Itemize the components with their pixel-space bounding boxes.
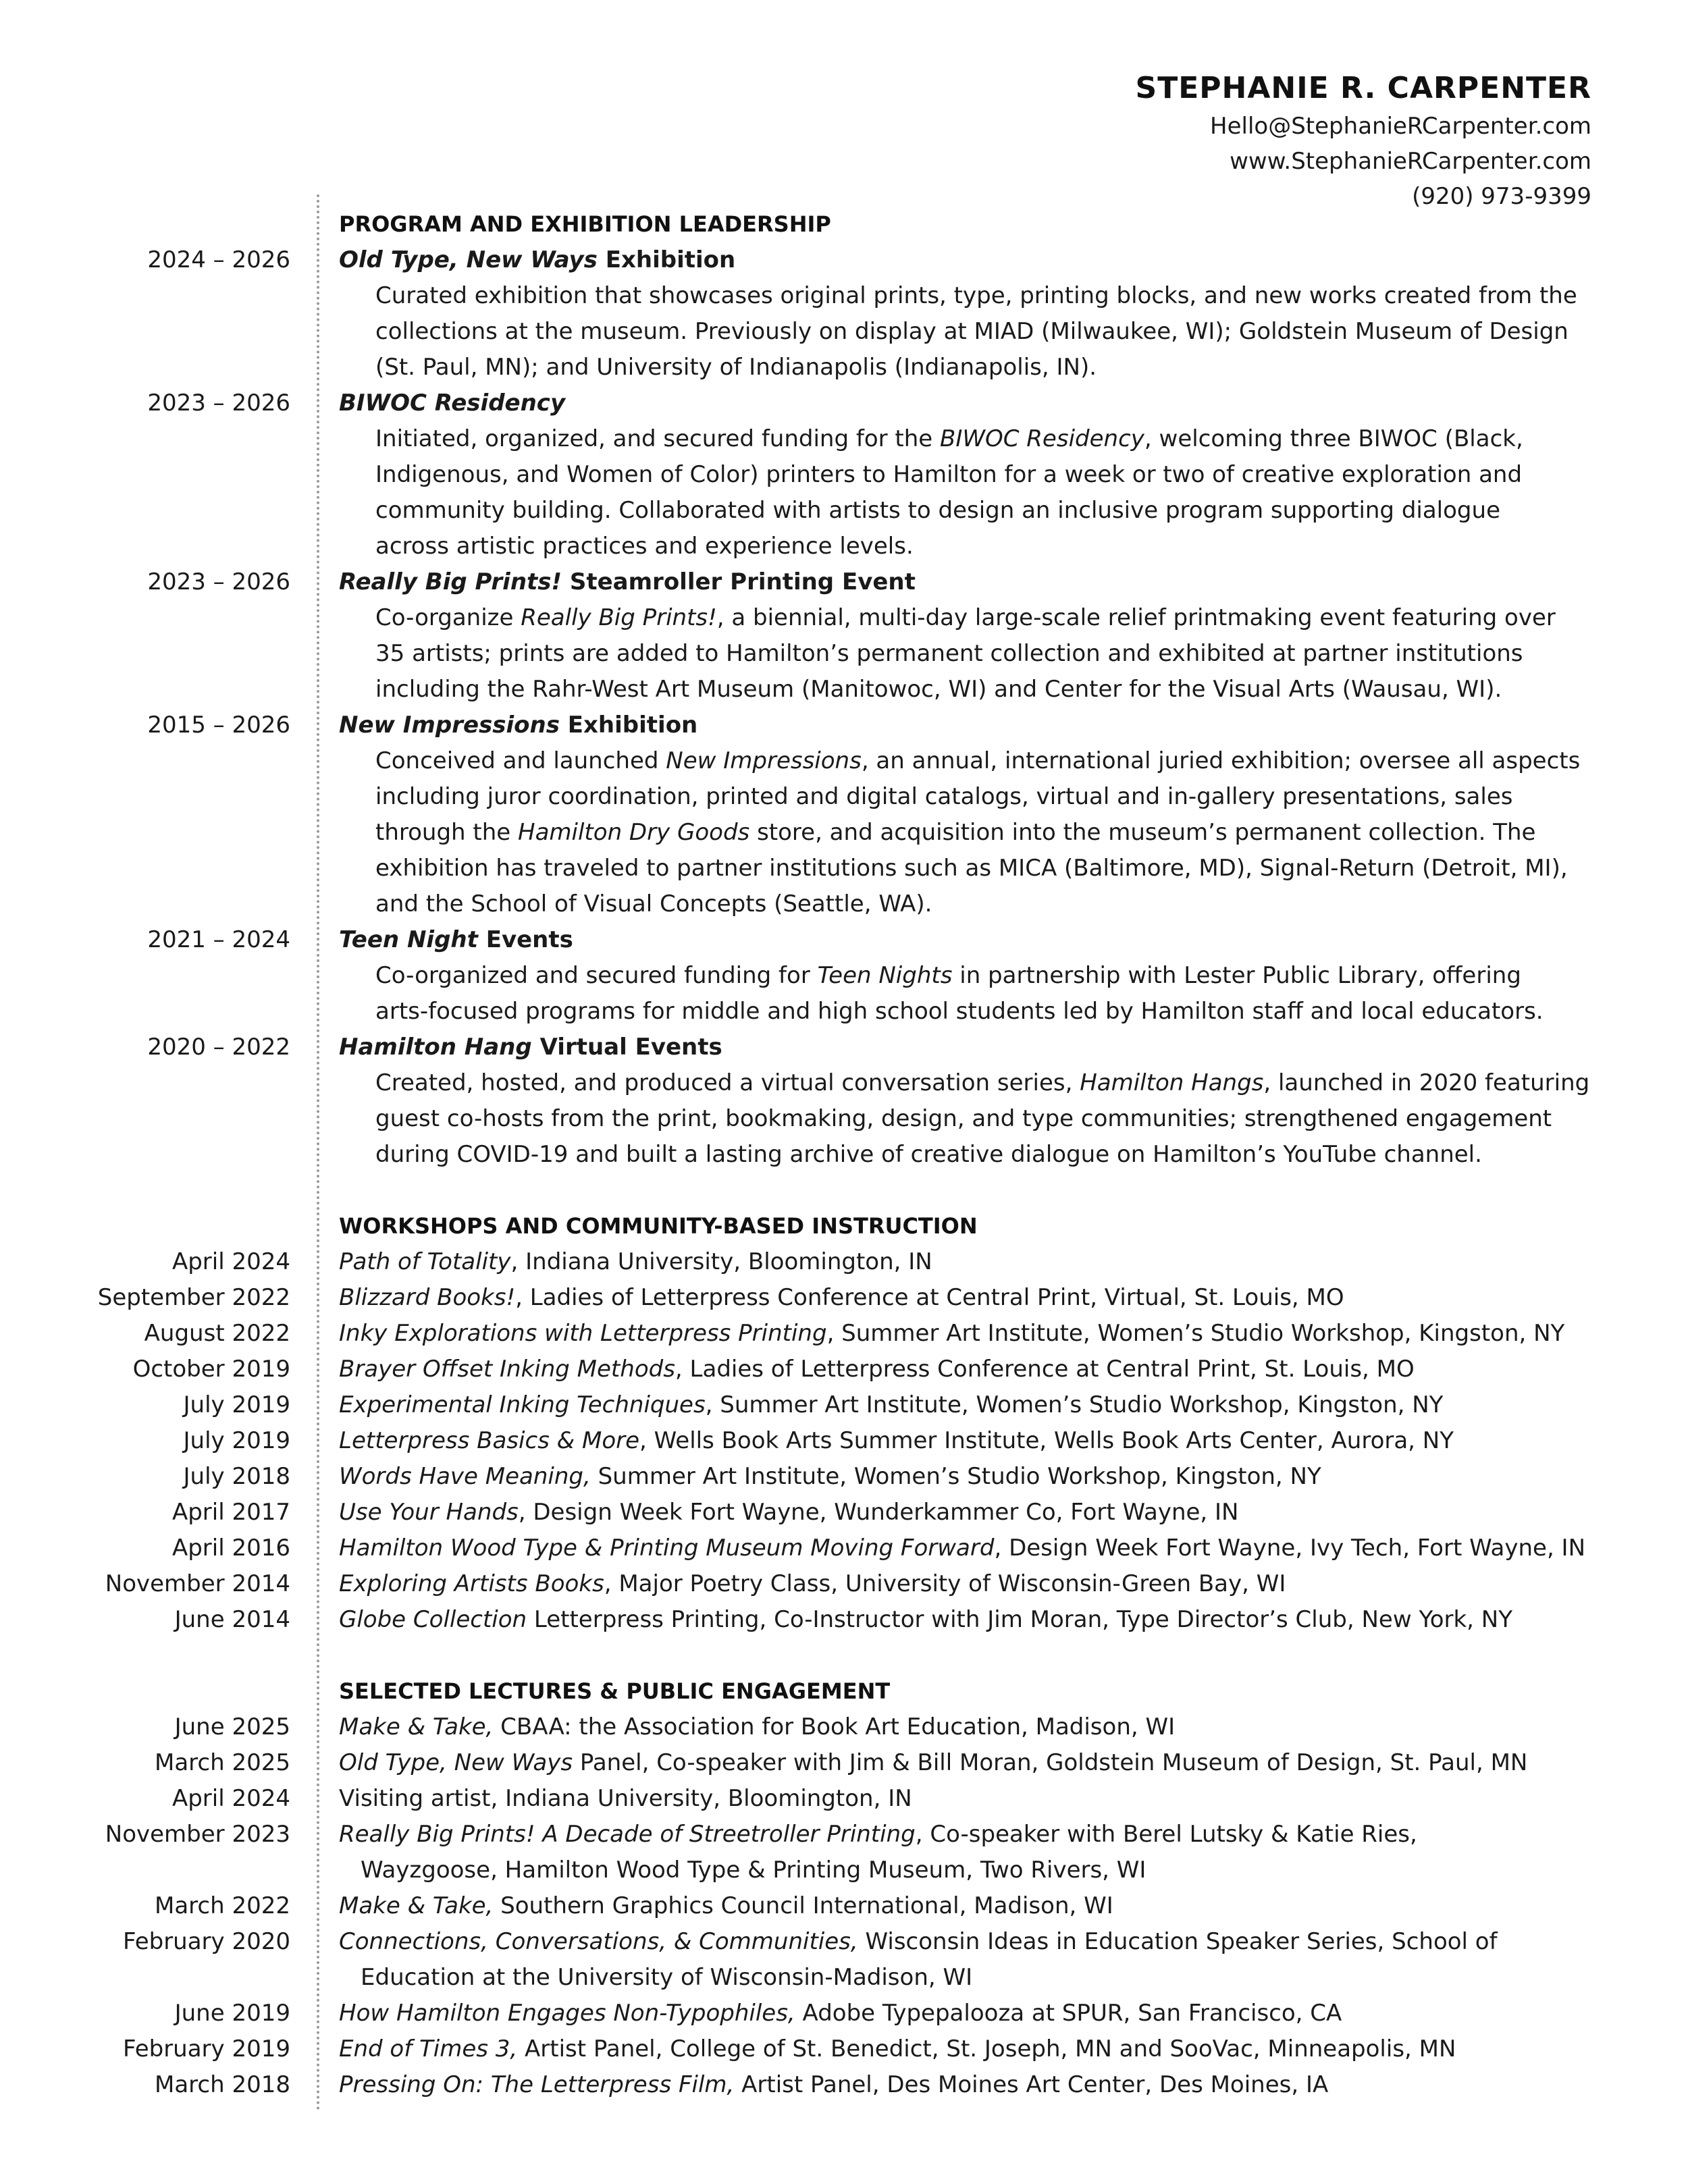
entry-details: Panel, Co-speaker with Jim & Bill Moran, Goldstein Museum of Design, St. Paul, MN xyxy=(573,1749,1528,1776)
entry-description-line xyxy=(375,1101,1593,1137)
entry-italic-title: End of Times 3, xyxy=(339,2035,518,2062)
entry-description-line xyxy=(375,994,1593,1030)
lecture-entry xyxy=(0,1996,1593,2031)
entry-description-line xyxy=(375,529,1593,564)
entry-description-line xyxy=(375,278,1593,314)
lecture-entry xyxy=(0,1781,1593,1817)
entry-details: , Summer Art Institute, Women’s Studio Workshop, Kingston, NY xyxy=(705,1391,1444,1418)
entry-date: 2021 – 2024 xyxy=(147,926,290,953)
description-text: Curated exhibition that showcases original prints, type, printing blocks, and new works created from the xyxy=(375,282,1577,309)
description-text: Created, hosted, and produced a virtual conversation series, xyxy=(375,1069,1080,1096)
entry-text xyxy=(339,1316,1593,1352)
entry-continuation: Wayzgoose, Hamilton Wood Type & Printing Museum, Two Rivers, WI xyxy=(361,1857,1146,1884)
entry-title xyxy=(339,564,1593,600)
lecture-entry xyxy=(0,1817,1593,1888)
entry-text xyxy=(339,1709,1593,1745)
entry-date: April 2024 xyxy=(172,1248,290,1275)
entry-italic-title: Blizzard Books! xyxy=(339,1284,516,1311)
description-text: community building. Collaborated with artists to design an inclusive program supporting dialogue xyxy=(375,497,1500,524)
entry-description-line xyxy=(375,779,1593,815)
entry-text xyxy=(339,1817,1593,1888)
description-text: store, and acquisition into the museum’s permanent collection. The xyxy=(749,819,1536,846)
entry-description-line xyxy=(375,421,1593,457)
description-text: including juror coordination, printed and digital catalogs, virtual and in-gallery presentations, sales xyxy=(375,783,1513,810)
lecture-entry xyxy=(0,2031,1593,2067)
entry-details: Summer Art Institute, Women’s Studio Workshop, Kingston, NY xyxy=(590,1463,1321,1490)
workshop-entry xyxy=(0,1387,1593,1423)
entry-date: April 2024 xyxy=(172,1785,290,1812)
entry-title-rest: Events xyxy=(477,926,573,953)
entry-italic-title: Make & Take, xyxy=(339,1713,494,1740)
entry-details: , Wells Book Arts Summer Institute, Wells Book Arts Center, Aurora, NY xyxy=(639,1427,1454,1454)
entry-italic-title: Brayer Offset Inking Methods xyxy=(339,1356,675,1383)
description-italic-text: Hamilton Hangs xyxy=(1080,1069,1264,1096)
entry-date: March 2022 xyxy=(155,1892,290,1919)
entry-text xyxy=(339,1387,1593,1423)
description-text: in partnership with Lester Public Library, offering xyxy=(952,962,1521,989)
entry-date: September 2022 xyxy=(97,1284,290,1311)
lecture-entry xyxy=(0,1709,1593,1745)
program-entry xyxy=(0,922,1593,1030)
description-text: , welcoming three BIWOC (Black, xyxy=(1144,425,1523,452)
entry-description-line xyxy=(375,958,1593,994)
entry-title-italic: Teen Night xyxy=(339,926,478,953)
entry-title xyxy=(339,708,1593,743)
entry-description-line xyxy=(375,815,1593,851)
entry-date: July 2019 xyxy=(183,1427,290,1454)
entry-description-line xyxy=(375,457,1593,493)
entry-italic-title: Really Big Prints! A Decade of Streetroller Printing xyxy=(339,1821,916,1848)
resume-header xyxy=(1136,68,1592,214)
program-entry xyxy=(0,242,1593,385)
entry-details: , Ladies of Letterpress Conference at Central Print, St. Louis, MO xyxy=(675,1356,1415,1383)
entry-text xyxy=(339,1924,1593,1996)
person-name: STEPHANIE R. CARPENTER xyxy=(1135,71,1591,105)
entry-date: June 2014 xyxy=(174,1606,290,1633)
entry-description-line xyxy=(375,314,1593,350)
entry-text xyxy=(339,2067,1593,2103)
entry-italic-title: Old Type, New Ways xyxy=(339,1749,573,1776)
entry-details: , Major Poetry Class, University of Wisconsin-Green Bay, WI xyxy=(604,1570,1286,1597)
entry-date: March 2025 xyxy=(155,1749,290,1776)
workshop-entry xyxy=(0,1244,1593,1280)
entry-date: June 2019 xyxy=(174,2000,290,2027)
entry-text xyxy=(339,1888,1593,1924)
entry-text xyxy=(339,1781,1593,1817)
entry-italic-title: Exploring Artists Books xyxy=(339,1570,604,1597)
section-heading-workshops: WORKSHOPS AND COMMUNITY-BASED INSTRUCTION xyxy=(339,1213,978,1239)
entry-description-line xyxy=(375,493,1593,529)
entry-date: 2020 – 2022 xyxy=(147,1034,290,1061)
entry-details: Visiting artist, Indiana University, Bloomington, IN xyxy=(339,1785,912,1812)
entry-title-italic: Old Type, New Ways xyxy=(339,246,598,273)
entry-date: July 2019 xyxy=(183,1391,290,1418)
workshop-entry xyxy=(0,1602,1593,1638)
description-text: through the xyxy=(375,819,519,846)
entry-title-italic: Hamilton Hang xyxy=(339,1034,532,1061)
entry-details: Wisconsin Ideas in Education Speaker Series, School of xyxy=(858,1928,1498,1955)
workshop-entry xyxy=(0,1352,1593,1387)
workshop-entry xyxy=(0,1423,1593,1459)
entry-italic-title: Connections, Conversations, & Communities, xyxy=(339,1928,858,1955)
workshops-section xyxy=(0,1208,1593,1638)
entry-italic-title: Pressing On: The Letterpress Film, xyxy=(339,2071,735,2098)
entry-description-line xyxy=(375,743,1593,779)
lecture-entry xyxy=(0,2067,1593,2103)
description-text: (St. Paul, MN); and University of Indianapolis (Indianapolis, IN). xyxy=(375,354,1097,381)
entry-details: Artist Panel, Des Moines Art Center, Des Moines, IA xyxy=(734,2071,1329,2098)
description-italic-text: Teen Nights xyxy=(817,962,953,989)
entry-date: 2023 – 2026 xyxy=(147,568,290,595)
description-text: and the School of Visual Concepts (Seattle, WA). xyxy=(375,890,932,917)
description-italic-text: BIWOC Residency xyxy=(940,425,1144,452)
description-text: , a biennial, multi-day large-scale relief printmaking event featuring over xyxy=(716,604,1556,631)
lecture-entry xyxy=(0,1924,1593,1996)
workshop-entry xyxy=(0,1495,1593,1530)
entry-description-line xyxy=(375,636,1593,672)
entry-text xyxy=(339,1996,1593,2031)
entry-details: , Design Week Fort Wayne, Ivy Tech, Fort Wayne, IN xyxy=(994,1535,1586,1562)
description-text: including the Rahr-West Art Museum (Manitowoc, WI) and Center for the Visual Arts (Wausau, WI). xyxy=(375,676,1502,703)
description-text: during COVID-19 and built a lasting archive of creative dialogue on Hamilton’s YouTube channel. xyxy=(375,1141,1482,1168)
entry-italic-title: Path of Totality xyxy=(339,1248,511,1275)
entry-text xyxy=(339,1602,1593,1638)
phone-number: (920) 973-9399 xyxy=(1412,183,1591,210)
entry-title-rest: Exhibition xyxy=(597,246,736,273)
entry-italic-title: Letterpress Basics & More xyxy=(339,1427,640,1454)
description-text: arts-focused programs for middle and high school students led by Hamilton staff and local educators. xyxy=(375,998,1544,1025)
entry-text xyxy=(339,1530,1593,1566)
description-italic-text: Really Big Prints! xyxy=(521,604,717,631)
entry-title-rest: Exhibition xyxy=(559,712,698,739)
entry-title xyxy=(339,385,1593,421)
program-entry xyxy=(0,708,1593,922)
entry-details: CBAA: the Association for Book Art Education, Madison, WI xyxy=(493,1713,1176,1740)
entry-description-line xyxy=(375,672,1593,708)
entry-date: 2015 – 2026 xyxy=(147,712,290,739)
workshop-entry xyxy=(0,1530,1593,1566)
entry-details: , Co-speaker with Berel Lutsky & Katie Ries, xyxy=(915,1821,1417,1848)
program-entry xyxy=(0,564,1593,708)
entry-description-line xyxy=(375,600,1593,636)
entry-description-line xyxy=(375,851,1593,886)
resume-body xyxy=(0,207,1593,2139)
entry-date: April 2017 xyxy=(172,1499,290,1526)
entry-text xyxy=(339,1352,1593,1387)
entry-text xyxy=(339,1745,1593,1781)
entry-date: March 2018 xyxy=(155,2071,290,2098)
entry-description-line xyxy=(375,1065,1593,1101)
entry-details: , Design Week Fort Wayne, Wunderkammer Co, Fort Wayne, IN xyxy=(518,1499,1239,1526)
description-text: 35 artists; prints are added to Hamilton’s permanent collection and exhibited at partner institutions xyxy=(375,640,1523,667)
description-text: Co-organize xyxy=(375,604,521,631)
lectures-section xyxy=(0,1674,1593,2103)
entry-date: February 2019 xyxy=(123,2035,290,2062)
website-url: www.StephanieRCarpenter.com xyxy=(1230,148,1591,175)
description-text: , launched in 2020 featuring xyxy=(1263,1069,1590,1096)
entry-details: , Ladies of Letterpress Conference at Central Print, Virtual, St. Louis, MO xyxy=(515,1284,1344,1311)
entry-details: , Indiana University, Bloomington, IN xyxy=(510,1248,932,1275)
entry-date: October 2019 xyxy=(132,1356,290,1383)
entry-text xyxy=(339,1566,1593,1602)
entry-date: June 2025 xyxy=(174,1713,290,1740)
entry-date: 2023 – 2026 xyxy=(147,390,290,417)
program-entries xyxy=(0,242,1593,1173)
section-heading-program: PROGRAM AND EXHIBITION LEADERSHIP xyxy=(339,211,831,237)
workshop-entry xyxy=(0,1566,1593,1602)
entry-date: November 2023 xyxy=(105,1821,290,1848)
entry-italic-title: Inky Explorations with Letterpress Printing xyxy=(339,1320,827,1347)
entry-title-rest: Steamroller Printing Event xyxy=(562,568,916,595)
description-text: across artistic practices and experience levels. xyxy=(375,533,914,560)
entry-continuation: Education at the University of Wisconsin-Madison, WI xyxy=(361,1964,973,1991)
entry-date: February 2020 xyxy=(123,1928,290,1955)
entry-title-italic: New Impressions xyxy=(339,712,560,739)
email-address: Hello@StephanieRCarpenter.com xyxy=(1210,113,1591,140)
entry-italic-title: Make & Take, xyxy=(339,1892,494,1919)
entry-title xyxy=(339,922,1593,958)
entry-date: 2024 – 2026 xyxy=(147,246,290,273)
workshop-entry xyxy=(0,1459,1593,1495)
entry-text xyxy=(339,1459,1593,1495)
description-text: collections at the museum. Previously on display at MIAD (Milwaukee, WI); Goldstein Museum of Design xyxy=(375,318,1568,345)
entry-text xyxy=(339,1495,1593,1530)
entry-date: August 2022 xyxy=(144,1320,290,1347)
entry-title-italic: Really Big Prints! xyxy=(339,568,562,595)
lecture-entries xyxy=(0,1709,1593,2103)
entry-title-rest: Virtual Events xyxy=(531,1034,722,1061)
entry-details: Artist Panel, College of St. Benedict, St. Joseph, MN and SooVac, Minneapolis, MN xyxy=(517,2035,1456,2062)
workshop-entry xyxy=(0,1316,1593,1352)
entry-text xyxy=(339,1280,1593,1316)
lecture-entry xyxy=(0,1745,1593,1781)
program-entry xyxy=(0,385,1593,564)
description-text: Conceived and launched xyxy=(375,747,666,774)
entry-details: Adobe Typepalooza at SPUR, San Francisco, CA xyxy=(795,2000,1342,2027)
entry-italic-title: Use Your Hands xyxy=(339,1499,519,1526)
entry-details: Southern Graphics Council International, Madison, WI xyxy=(493,1892,1113,1919)
entry-italic-title: Words Have Meaning, xyxy=(339,1463,591,1490)
workshop-entries xyxy=(0,1244,1593,1638)
entry-text xyxy=(339,1244,1593,1280)
entry-italic-title: Experimental Inking Techniques xyxy=(339,1391,706,1418)
entry-title xyxy=(339,1030,1593,1065)
entry-italic-title: Hamilton Wood Type & Printing Museum Moving Forward xyxy=(339,1535,995,1562)
program-section xyxy=(0,207,1593,1173)
description-text: exhibition has traveled to partner institutions such as MICA (Baltimore, MD), Signal-Return (Detroit, MI), xyxy=(375,855,1568,882)
section-heading-lectures: SELECTED LECTURES & PUBLIC ENGAGEMENT xyxy=(339,1678,891,1704)
description-italic-text: Hamilton Dry Goods xyxy=(518,819,750,846)
entry-date: July 2018 xyxy=(183,1463,290,1490)
entry-description-line xyxy=(375,1137,1593,1173)
entry-date: April 2016 xyxy=(172,1535,290,1562)
entry-title xyxy=(339,242,1593,278)
entry-italic-title: Globe Collection xyxy=(339,1606,527,1633)
entry-title-italic: BIWOC Residency xyxy=(339,390,566,417)
entry-details: Letterpress Printing, Co-Instructor with Jim Moran, Type Director’s Club, New York, NY xyxy=(527,1606,1512,1633)
lecture-entry xyxy=(0,1888,1593,1924)
program-entry xyxy=(0,1030,1593,1173)
description-italic-text: New Impressions xyxy=(666,747,862,774)
description-text: Co-organized and secured funding for xyxy=(375,962,818,989)
description-text: Indigenous, and Women of Color) printers to Hamilton for a week or two of creative exploration and xyxy=(375,461,1523,488)
entry-details: , Summer Art Institute, Women’s Studio Workshop, Kingston, NY xyxy=(826,1320,1565,1347)
entry-date: November 2014 xyxy=(105,1570,290,1597)
entry-text xyxy=(339,2031,1593,2067)
entry-description-line xyxy=(375,886,1593,922)
description-text: Initiated, organized, and secured funding for the xyxy=(375,425,941,452)
entry-description-line xyxy=(375,350,1593,385)
workshop-entry xyxy=(0,1280,1593,1316)
description-text: , an annual, international juried exhibition; oversee all aspects xyxy=(861,747,1581,774)
entry-italic-title: How Hamilton Engages Non-Typophiles, xyxy=(339,2000,795,2027)
entry-text xyxy=(339,1423,1593,1459)
description-text: guest co-hosts from the print, bookmaking, design, and type communities; strengthened engagement xyxy=(375,1105,1552,1132)
